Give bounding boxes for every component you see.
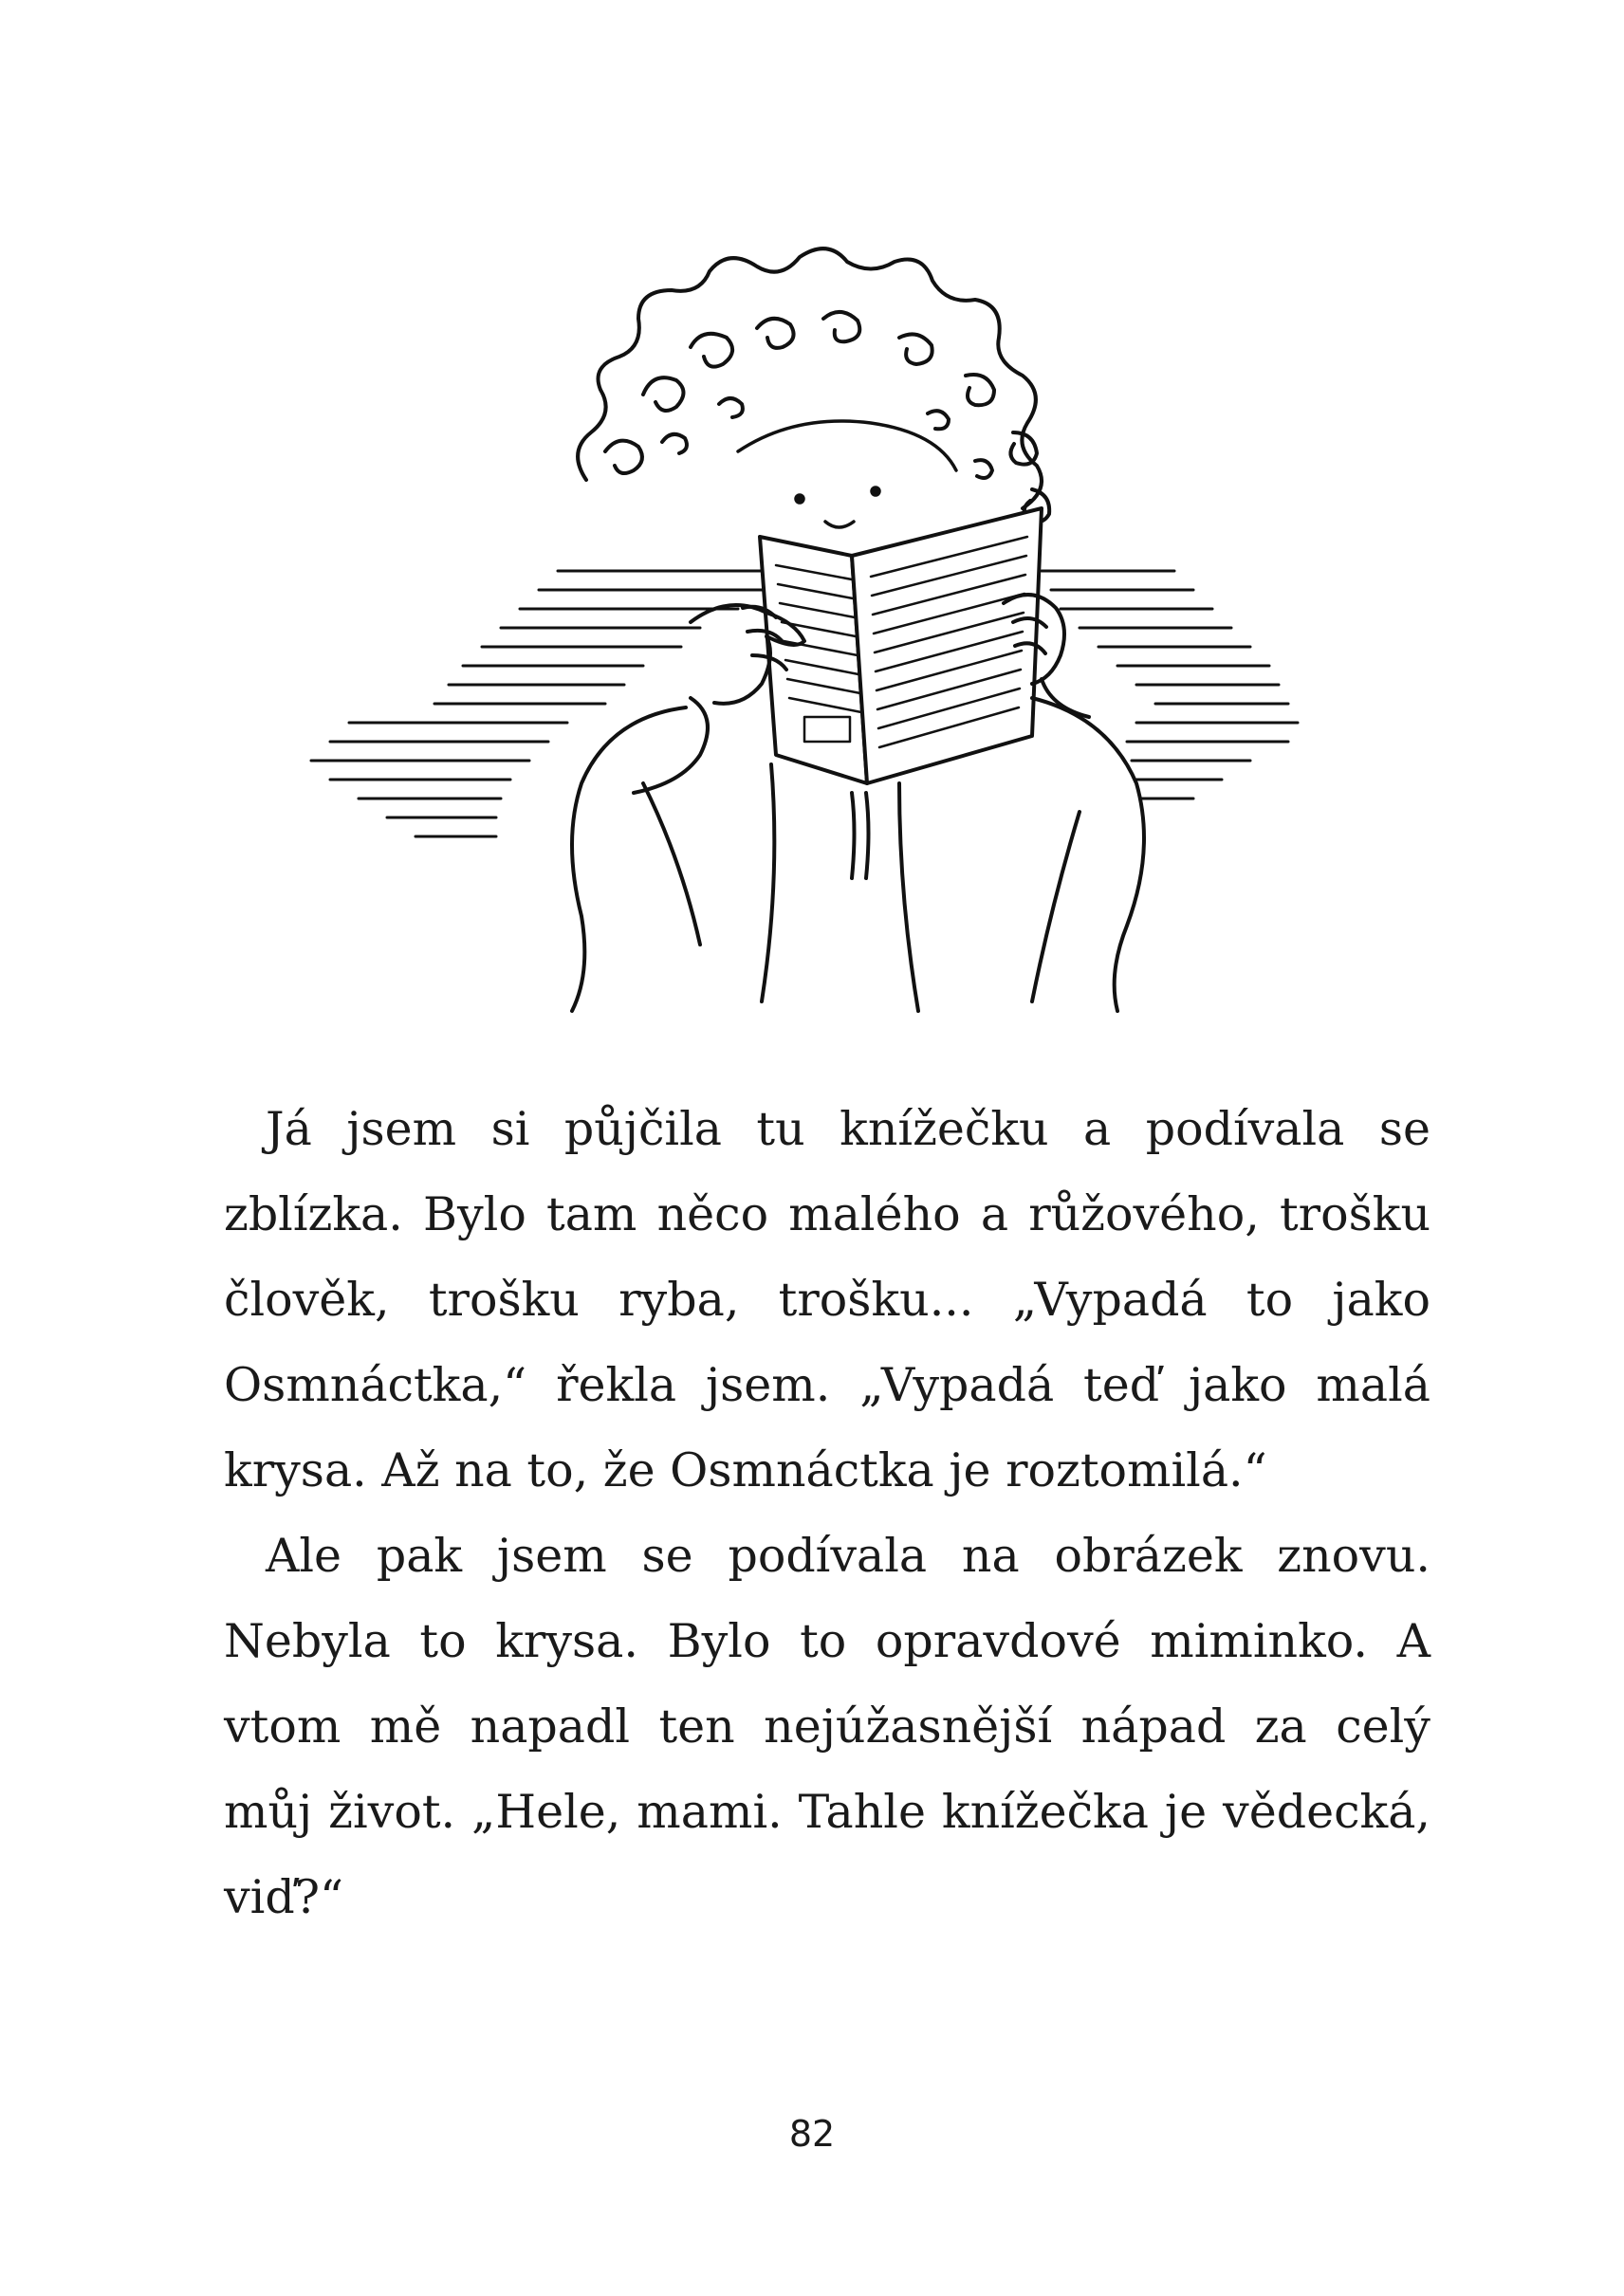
body-text — [224, 1087, 1430, 1940]
open-book — [760, 508, 1042, 783]
paragraph-1: Já jsem si půjčila tu knížečku a podívala se zblízka. Bylo tam něco malého a růžového, trošku člověk, trošku ryba, trošku... „Vypadá to jako Osmnáctka,“ řekla jsem. „Vypadá teď jako malá krysa. Až na to, že Osmnáctka je roztomilá.“ — [224, 1102, 1430, 1497]
illustration-drawing — [245, 224, 1356, 1020]
page-number: 82 — [788, 2113, 836, 2155]
paragraph-2: Ale pak jsem se podívala na obrázek znovu. Nebyla to krysa. Bylo to opravdové miminko. A vtom mě napadl ten nejúžasnější nápad za celý můj život. „Hele, mami. Tahle knížečka je vědecká, viď?“ — [224, 1529, 1430, 1924]
face — [738, 421, 956, 527]
curly-hair — [578, 248, 1049, 522]
girl-reading-book-illustration — [245, 224, 1356, 1020]
